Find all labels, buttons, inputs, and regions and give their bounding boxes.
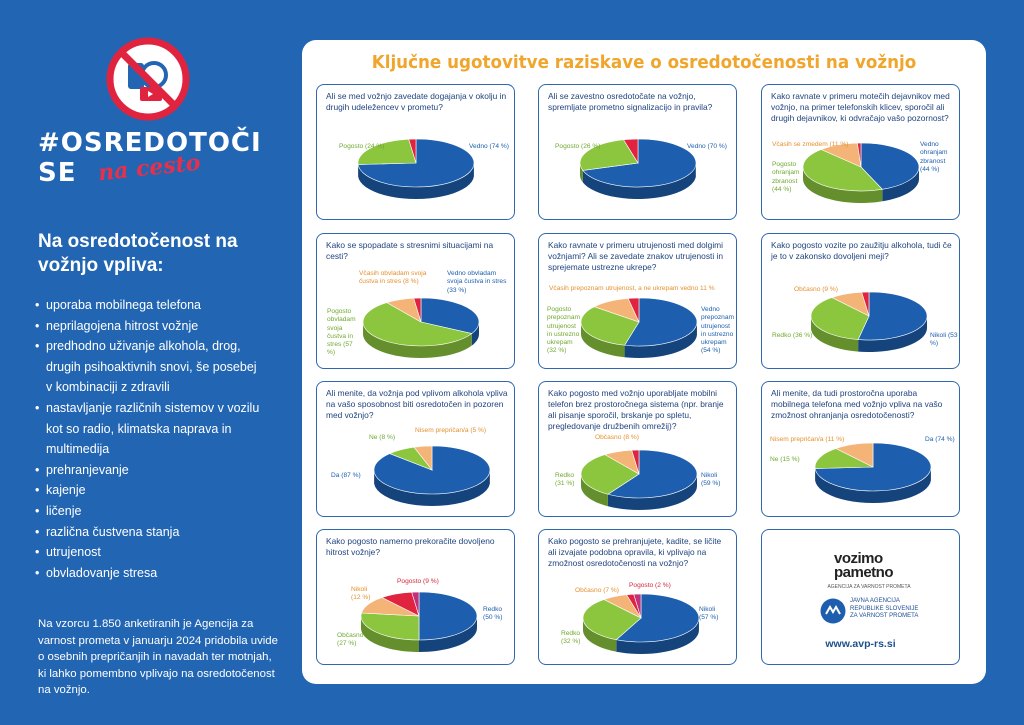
logo-tagline: AGENCIJA ZA VARNOST PROMETA — [827, 584, 911, 590]
pie-label: Redko (36 %) — [772, 332, 813, 339]
pie-label: Občasno (8 %) — [595, 434, 639, 441]
pie-label: Ne (8 %) — [369, 434, 396, 441]
survey-card — [761, 233, 960, 369]
influence-list — [34, 295, 296, 583]
campaign-logo — [38, 35, 268, 188]
pie-label: Pogosto obvladam svoja čustva in stres (57 %) — [327, 308, 356, 357]
list-item: • ličenje — [34, 501, 296, 522]
list-item: • predhodno uživanje alkohola, drog, — [34, 336, 296, 357]
pie-label: Da (74 %) — [925, 436, 955, 443]
pie-label: Nikoli (53 %) — [930, 332, 958, 348]
pie-label: Pogosto (26 %) — [555, 143, 601, 150]
survey-question: Ali se med vožnjo zavedate dogajanja v okolju in drugih udeležencev v prometu? — [326, 91, 507, 112]
pie-chart — [811, 437, 935, 507]
pie-chart — [807, 286, 931, 356]
brand-subtitle: na cesto — [96, 149, 202, 187]
survey-card — [316, 381, 515, 517]
pie-label: Občasno (7 %) — [575, 587, 619, 594]
vozimo-pametno-logo — [834, 552, 893, 580]
survey-card — [761, 84, 960, 220]
list-item: • uporaba mobilnega telefona — [34, 295, 296, 316]
pie-label: Vedno obvladam svoja čustva in stres (33 %) — [447, 270, 507, 294]
list-item-continuation: kot so radio, klimatska naprava in multimedija — [46, 421, 232, 457]
survey-question: Ali menite, da tudi prostoročna uporaba mobilnega telefona med vožnjo vpliva na vašo zmožnost ohranjanja osredotočenosti? — [771, 388, 943, 420]
pie-label: Redko (32 %) — [561, 630, 581, 646]
list-item: • utrujenost — [34, 542, 296, 563]
pie-label: Nisem prepričan/a (11 %) — [770, 436, 845, 443]
survey-question: Kako pogosto se prehranjujete, kadite, se ličite ali izvajate podobna opravila, ki vplivajo na zmožnost osredotočenosti na vožnjo? — [548, 536, 722, 568]
list-item: • neprilagojena hitrost vožnje — [34, 316, 296, 337]
survey-card — [316, 529, 515, 665]
pie-label: Včasih prepoznam utrujenost, a ne ukrepam vedno 11 % — [549, 285, 715, 292]
survey-card — [538, 529, 737, 665]
pie-label: Pogosto (9 %) — [397, 578, 439, 585]
survey-question: Kako ravnate v primeru motečih dejavnikov med vožnjo, na primer telefonskih klicev, sporočil ali drugih dejavnikov, ki odvračajo vašo pozornost? — [771, 91, 950, 123]
survey-question: Kako pogosto namerno prekoračite dovoljeno hitrost vožnje? — [326, 536, 495, 557]
survey-card — [316, 233, 515, 369]
survey-question: Ali menite, da vožnja pod vplivom alkohola vpliva na vašo sposobnost biti osredotočen in pozoren med vožnjo? — [326, 388, 508, 420]
pie-label: Nikoli (12 %) — [351, 586, 371, 602]
influence-heading: Na osredotočenost na vožnjo vpliva: — [38, 231, 238, 276]
survey-question: Kako se spopadate s stresnimi situacijami na cesti? — [326, 240, 494, 261]
survey-card — [538, 381, 737, 517]
pie-label: Pogosto prepoznam utrujenost in ustrezno ukrepam (32 %) — [547, 306, 580, 355]
page-title: Ključne ugotovitve raziskave o osredotočenosti na vožnjo — [371, 52, 917, 73]
pie-label: Nisem prepričan/a (5 %) — [415, 427, 487, 434]
pie-label: Redko (31 %) — [555, 472, 575, 488]
pie-label: Občasno (27 %) — [337, 632, 364, 648]
pie-label: Vedno (74 %) — [469, 143, 509, 150]
survey-question: Kako pogosto vozite po zaužitju alkohola, tudi če je to v zakonsko dovoljeni meji? — [771, 240, 952, 261]
website-link[interactable]: www.avp-rs.si — [825, 638, 896, 650]
pie-label: Vedno ohranjam zbranost (44 %) — [920, 141, 948, 173]
pie-label: Da (87 %) — [331, 472, 361, 479]
pie-label: Pogosto (2 %) — [629, 582, 671, 589]
agency-line: JAVNA AGENCIJA — [850, 598, 900, 604]
list-item: • kajenje — [34, 480, 296, 501]
survey-card — [538, 84, 737, 220]
pie-label: Pogosto (24 %) — [339, 143, 385, 150]
list-item: • obvladovanje stresa — [34, 563, 296, 584]
agency-line: ZA VARNOST PROMETA — [850, 613, 919, 619]
pie-label: Vedno prepoznam utrujenost in ustrezno ukrepam (54 %) — [701, 306, 734, 355]
pie-chart — [577, 444, 701, 514]
list-item: • prehranjevanje — [34, 460, 296, 481]
logo-line: pametno — [834, 564, 894, 581]
pie-label: Redko (50 %) — [483, 606, 503, 622]
pie-label: Ne (15 %) — [770, 456, 800, 463]
list-item-continuation: drugih psihoaktivnih snovi, še posebej — [46, 359, 257, 374]
survey-question: Ali se zavestno osredotočate na vožnjo, spremljate prometno signalizacijo in pravila? — [548, 91, 713, 112]
pie-chart — [359, 292, 483, 362]
survey-card — [761, 381, 960, 517]
results-panel — [302, 40, 986, 684]
no-phone-sign-icon — [106, 37, 190, 121]
logo-line: vozimo — [834, 550, 883, 567]
pie-chart — [357, 586, 481, 656]
agency-name — [850, 598, 918, 621]
survey-footnote: Na vzorcu 1.850 anketiranih je Agencija za varnost prometa v januarju 2024 pridobila uvide o osebnih prepričanjih in navadah ter motnjah, ki lahko pomembno vplivajo na osredotočenost na vožnjo. — [38, 618, 278, 696]
survey-question: Kako pogosto med vožnjo uporabljate mobilni telefon brez prostoročnega sistema (npr. branje ali pisanje sporočil, brskanje po spletu, pregledovanje družbenih omrežij)? — [548, 388, 724, 431]
pie-label: Vedno (70 %) — [687, 143, 727, 150]
pie-chart — [577, 292, 701, 362]
survey-question: Kako ravnate v primeru utrujenosti med dolgimi vožnjami? Ali se zavedate znakov utrujenosti in sprejemate ustrezne ukrepe? — [548, 240, 724, 272]
pie-chart — [370, 440, 494, 510]
list-item: • nastavljanje različnih sistemov v vozilu — [34, 398, 296, 419]
pie-chart — [579, 588, 703, 658]
pie-label: Občasno (9 %) — [794, 286, 838, 293]
pie-label: Nikoli (57 %) — [699, 606, 719, 622]
pie-label: Pogosto ohranjam zbranost (44 %) — [772, 161, 800, 193]
survey-card — [538, 233, 737, 369]
list-item-continuation: v kombinaciji z zdravili — [46, 380, 170, 395]
list-item: • različna čustvena stanja — [34, 522, 296, 543]
pie-label: Včasih se zmedem (11 %) — [772, 141, 849, 148]
brand-title: #OSREDOTOČI SE — [38, 128, 262, 188]
pie-label: Včasih obvladam svoja čustva in stres (8 %) — [359, 270, 427, 286]
pie-label: Nikoli (59 %) — [701, 472, 721, 488]
partner-logo-card — [761, 529, 960, 665]
avp-emblem-icon — [820, 598, 846, 624]
survey-card — [316, 84, 515, 220]
agency-line: REPUBLIKE SLOVENIJE — [850, 605, 919, 612]
